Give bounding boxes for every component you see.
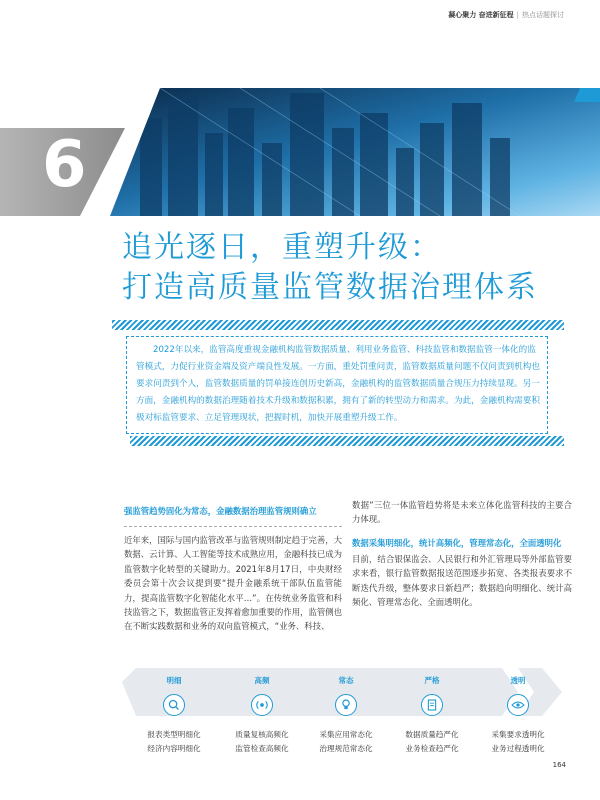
left-column <box>124 505 342 634</box>
stripe-decoration-bottom <box>130 436 564 446</box>
document-icon <box>421 694 443 716</box>
flow-desc-1-line-1: 报表类型明细化 <box>147 730 201 739</box>
heading-divider <box>124 526 342 527</box>
flow-label-4: 严格 <box>424 676 440 685</box>
flow-desc-2-line-2: 监管检查高频化 <box>235 744 289 753</box>
header-brand: 凝心聚力 奋进新征程 <box>448 11 514 19</box>
chapter-banner <box>0 88 600 228</box>
flow-desc-5-line-1: 采集要求透明化 <box>491 730 545 739</box>
flow-desc-1 <box>129 728 219 756</box>
section-heading-left: 强监管趋势固化为常态，金融数据治理监管规则确立 <box>124 506 317 516</box>
city-skyline-image <box>110 88 600 218</box>
chapter-title <box>122 228 538 308</box>
header-separator: | <box>516 11 519 19</box>
chapter-title-line-1: 追光逐日，重塑升级： <box>122 230 442 265</box>
lightbulb-icon <box>335 694 357 716</box>
flow-label-3: 常态 <box>338 676 354 685</box>
right-paragraph: 目前，结合银保监会、人民银行和外汇管理局等外部监管要求来看，银行监管数据报送范围逐步拓宽、各类报表要求不断迭代升级，整体要求日新趋严；数据趋向明细化、统计高频化、管理常态化、全面透明化。 <box>352 553 572 608</box>
intro-text: 2022年以来，监管高度重视金融机构监管数据质量、利用业务监管、科技监管和数据监管一体化的监管模式，力促行业资金端及资产端良性发展。一方面，重处罚重问责，监管数据质量问题不仅问责到机构也要求问责到个人，监管数据质量的罚单接连创历史新高，金融机构的监管数据质量合规压力持续显现。另一方面，金融机构的数据治理随着技术升级和数据积累，拥有了新的转型动力和需求。为此，金融机构需要积极对标监管要求、立足管理现状，把握时机，加快开展重塑升级工作。 <box>136 345 540 423</box>
flow-desc-3-line-2: 治理规范常态化 <box>319 744 373 753</box>
flow-label-2: 高频 <box>254 676 270 685</box>
signal-icon <box>251 694 273 716</box>
intro-callout <box>112 320 564 450</box>
flow-desc-4-line-2: 业务检查趋严化 <box>405 744 459 753</box>
flow-desc-5 <box>473 728 563 756</box>
right-continuation: 数据”三位一体监管趋势将是未来立体化监管科技的主要合力体现。 <box>352 500 572 525</box>
left-paragraph: 近年来，国际与国内监管改革与监管规则制定趋于完善，大数据、云计算、人工智能等技术成熟应用，金融科技已成为监管数字化转型的关键助力。2021年8月17日，中央财经委员会第十次会议提到要“提升金融系统干部队伍监管能力，提高监管数字化智能化水平…”。在传统业务监管和科技监管之下，数据监管正发挥着愈加重要的作用，监管侧也在不断实践数据和业务的双向监管模式，“业务、科技、 <box>124 535 342 632</box>
running-header <box>448 10 564 20</box>
chapter-title-line-2: 打造高质量监管数据治理体系 <box>122 270 538 305</box>
right-column <box>352 498 572 609</box>
stripe-decoration-top <box>112 320 564 330</box>
flow-desc-4 <box>387 728 477 756</box>
flow-desc-4-line-1: 数据质量趋严化 <box>405 730 459 739</box>
flow-desc-5-line-2: 业务过程透明化 <box>491 744 545 753</box>
flow-desc-3-line-1: 采集应用常态化 <box>319 730 373 739</box>
section-heading-right: 数据采集明细化，统计高频化，管理常态化，全面透明化 <box>352 537 562 548</box>
page-number: 164 <box>552 761 566 769</box>
header-section: 热点话题探讨 <box>522 11 564 19</box>
flow-desc-3 <box>301 728 391 756</box>
search-icon <box>163 694 185 716</box>
chapter-number: 6 <box>42 128 88 202</box>
flow-label-5: 透明 <box>510 676 526 685</box>
flow-desc-1-line-2: 经济内容明细化 <box>147 744 201 753</box>
flow-label-1: 明细 <box>166 676 182 685</box>
flow-desc-2-line-1: 质量复核高频化 <box>235 730 289 739</box>
eye-icon <box>507 694 529 716</box>
flow-desc-2 <box>217 728 307 756</box>
